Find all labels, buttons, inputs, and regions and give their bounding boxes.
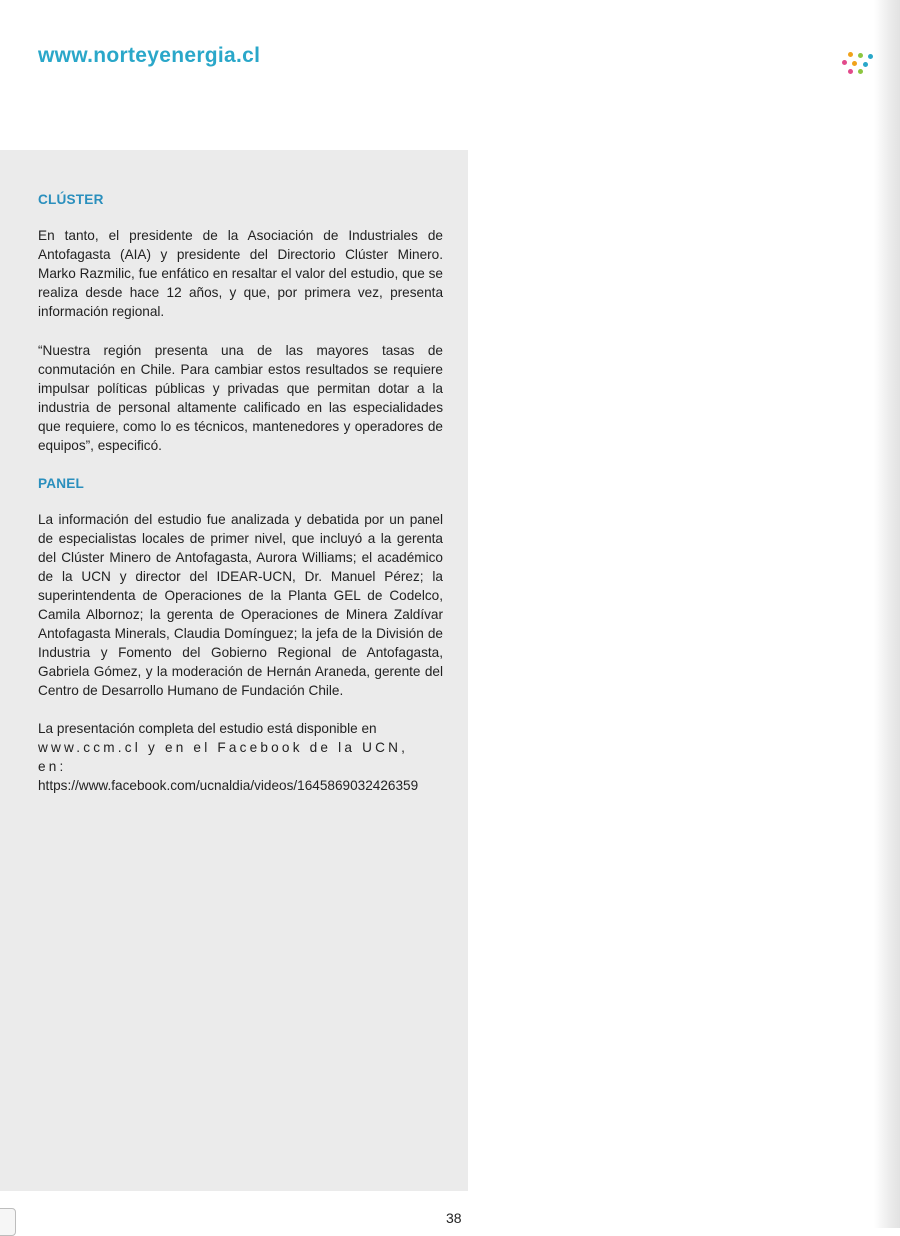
- page-tab[interactable]: [0, 1208, 16, 1236]
- dotted-logo-icon: [838, 50, 878, 80]
- facebook-video-link[interactable]: https://www.facebook.com/ucnaldia/videos/1645869032426359: [38, 778, 419, 793]
- page-edge-shadow: [874, 0, 900, 1228]
- paragraph-cluster-intro: En tanto, el presidente de la Asociación de Industriales de Antofagasta (AIA) y presidente del Directorio Clúster Minero. Marko Razmilic, fue enfático en resaltar el valor del estudio, que se realiza desde hace 12 años, y que, por primera vez, presenta información regional.: [38, 228, 443, 319]
- paragraph-panel-members: La información del estudio fue analizada y debatida por un panel de especialistas locales de primer nivel, que incluyó a la gerenta del Clúster Minero de Antofagasta, Aurora Williams; el académico de la UCN y director del IDEAR-UCN, Dr. Manuel Pérez; la superintendenta de Operaciones de la Planta GEL de Codelco, Camila Albornoz; la gerenta de Operaciones de Minera Zaldívar Antofagasta Minerals, Claudia Domínguez; la jefa de la División de Industria y Fomento del Gobierno Regional de Antofagasta, Gabriela Gómez, y la moderación de Hernán Araneda, gerente del Centro de Desarrollo Humano de Fundación Chile.: [38, 512, 443, 698]
- article-body: [38, 190, 443, 814]
- section-heading-cluster: CLÚSTER: [38, 192, 104, 207]
- page-number: 38: [446, 1210, 462, 1226]
- paragraph-presentation-links: [38, 719, 443, 795]
- site-url[interactable]: www.norteyenergia.cl: [38, 44, 261, 67]
- presentation-intro-text: La presentación completa del estudio está disponible en: [38, 721, 377, 736]
- paragraph-cluster-quote: “Nuestra región presenta una de las mayores tasas de conmutación en Chile. Para cambiar estos resultados se requiere impulsar políticas públicas y privadas que permitan dotar a la industria de personal altamente calificado en las especialidades que requiere, como lo es técnicos, mantenedores y operadores de equipos”, especificó.: [38, 343, 443, 453]
- section-heading-panel: PANEL: [38, 476, 85, 491]
- presentation-sites-text[interactable]: www.ccm.cl y en el Facebook de la UCN, en:: [38, 740, 409, 774]
